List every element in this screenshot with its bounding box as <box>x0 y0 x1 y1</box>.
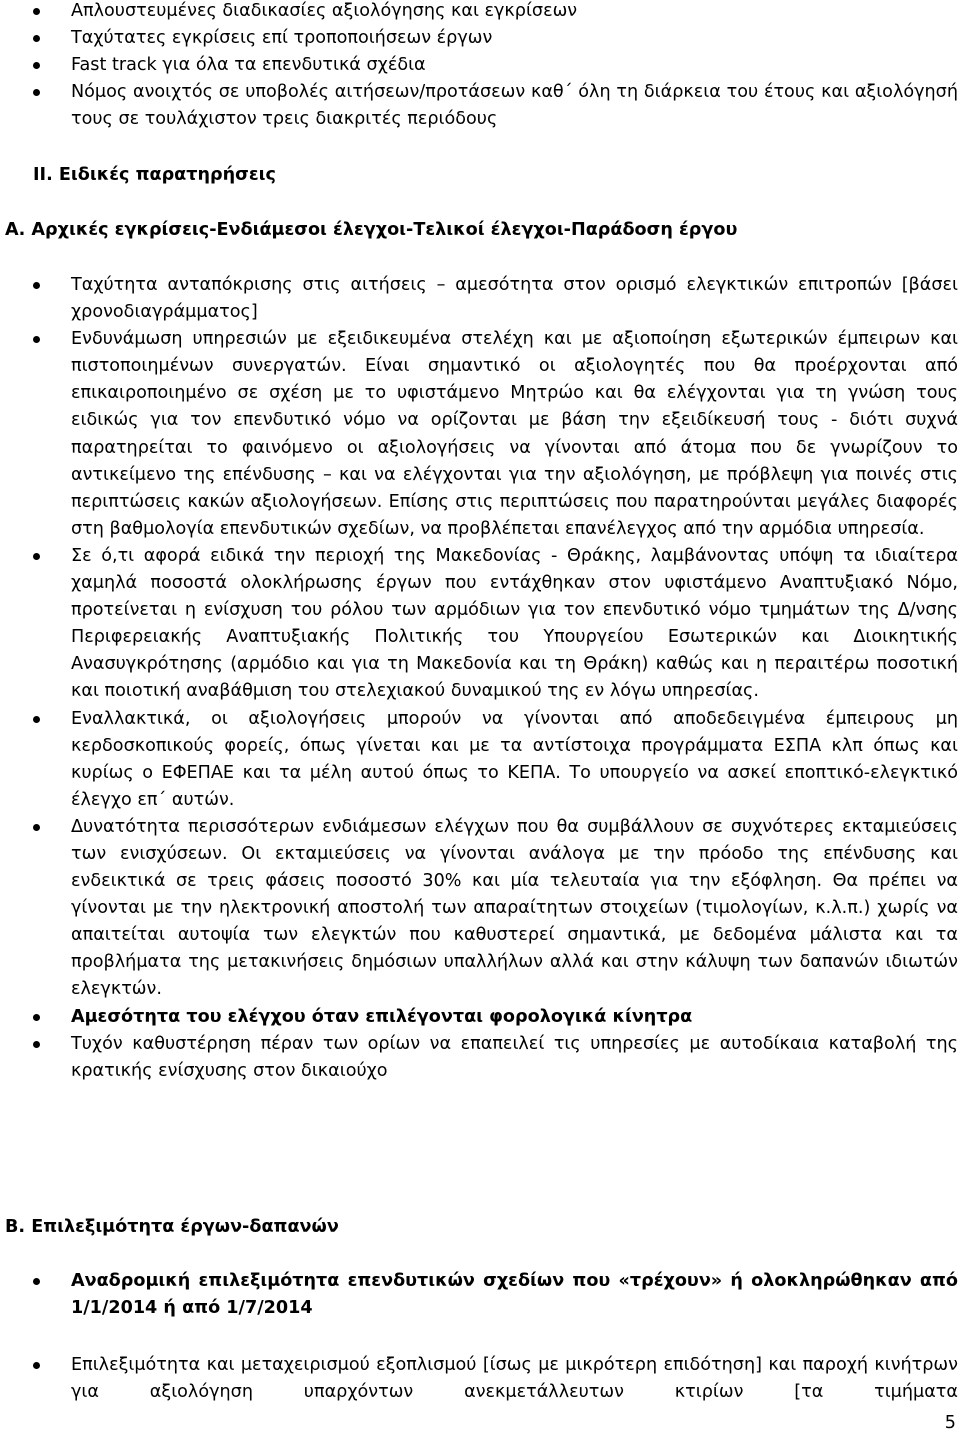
section-a-bullet-list <box>0 272 958 1085</box>
list-item-text: Αναδρομική επιλεξιμότητα επενδυτικών σχεδίων που «τρέχουν» ή ολοκληρώθηκαν από 1/1/2014 ή από 1/7/2014 <box>71 1271 958 1319</box>
list-item <box>0 814 958 1004</box>
list-item <box>0 1031 958 1085</box>
list-item <box>0 79 960 133</box>
list-item-text: Απλουστευμένες διαδικασίες αξιολόγησης και εγκρίσεων <box>71 1 578 21</box>
list-item <box>0 272 958 326</box>
list-item <box>0 1352 958 1406</box>
list-item <box>0 706 958 814</box>
list-item <box>0 326 958 543</box>
list-item <box>0 0 960 25</box>
intro-bullet-list <box>0 0 960 133</box>
list-item-text: Σε ό,τι αφορά ειδικά την περιοχή της Μακεδονίας - Θράκης, λαμβάνοντας υπόψη τα ιδιαίτερα χαμηλά ποσοστά ολοκλήρωσης έργων που εντάχθηκαν στον υφιστάμενο Αναπτυξιακό Νόμο, προτείνεται η ενίσχυση του ρόλου των αρμόδιων για τον επενδυτικό νόμο τμημάτων της Δ/νσης Περιφερειακής Αναπτυξιακής Πολιτικής του Υπουργείου Εσωτερικών και Διοικητικής Ανασυγκρότησης (αρμόδιο και για τη Μακεδονία και τη Θράκη) καθώς και η περαιτέρω ποσοτική και ποιοτική αναβάθμιση του στελεχιακού δυναμικού της εν λόγω υπηρεσίας. <box>71 545 958 702</box>
section-b-bullet-list-2 <box>0 1352 958 1406</box>
list-item <box>0 1004 958 1031</box>
section-b-heading: Β. Επιλεξιμότητα έργων-δαπανών <box>5 1217 339 1237</box>
list-item <box>0 52 960 79</box>
list-item-text: Fast track για όλα τα επενδυτικά σχέδια <box>71 55 426 75</box>
list-item <box>0 1268 958 1322</box>
list-item-text: Εναλλακτικά, οι αξιολογήσεις μπορούν να γίνονται από αποδεδειγμένα έμπειρους μη κερδοσκοπικούς φορείς, όπως γίνεται και με τα αντίστοιχα προγράμματα ΕΣΠΑ κλπ όπως και κυρίως ο ΕΦΕΠΑΕ και τα μέλη αυτού όπως το ΚΕΠΑ. Το υπουργείο να ασκεί εποπτικό-ελεγκτικό έλεγχο επ΄ αυτών. <box>71 708 958 810</box>
list-item-text: Αμεσότητα του ελέγχου όταν επιλέγονται φορολογικά κίνητρα <box>71 1006 693 1027</box>
section-ii-heading: II. Ειδικές παρατηρήσεις <box>33 165 276 185</box>
list-item <box>0 25 960 52</box>
list-item <box>0 543 958 706</box>
list-item-text: Δυνατότητα περισσότερων ενδιάμεσων ελέγχων που θα συμβάλλουν σε συχνότερες εκταμιεύσεις των ενισχύσεων. Οι εκταμιεύσεις να γίνονται ανάλογα με την πρόοδο της επένδυσης και ενδεικτικά σε τρεις φάσεις ποσοστό 30% και μία τελευταία για την εξόφληση. Θα πρέπει να γίνονται με την ηλεκτρονική αποστολή των απαραίτητων στοιχείων (τιμολογίων, κ.λ.π.) χωρίς να απαιτείται αυτοψία των ελεγκτών που καθυστερεί σημαντικά, με δεδομένα μάλιστα και τα προβλήματα της μετακινήσεις δημόσιων υπαλλήλων αλλά και στην κάλυψη των δαπανών ιδιωτών ελεγκτών. <box>71 816 958 1000</box>
list-item-text: Τυχόν καθυστέρηση πέραν των ορίων να επαπειλεί τις υπηρεσίες με αυτοδίκαια καταβολή της κρατικής ενίσχυσης στον δικαιούχο <box>71 1033 958 1081</box>
list-item-text: Ενδυνάμωση υπηρεσιών με εξειδικευμένα στελέχη και με αξιοποίηση εξωτερικών έμπειρων και πιστοποιημένων συνεργατών. Είναι σημαντικό οι αξιολογητές που θα προέρχονται από επικαιροποιημένο σε σχέση με το υφιστάμενο Μητρώο και θα ελέγχονται για τη γνώση τους ειδικώς για τον επενδυτικό νόμο να ορίζονται με βάση την εξειδίκευσή τους - διότι συχνά παρατηρείται το φαινόμενο οι αξιολογήσεις να γίνονται από άτομα που δε γνωρίζουν το αντικείμενο της επένδυσης – και να ελέγχονται για την αξιολόγηση, με πρόβλεψη για ποινές στις περιπτώσεις κακών αξιολογήσεων. Επίσης στις περιπτώσεις που παρατηρούνται μεγάλες διαφορές στη βαθμολογία επενδυτικών σχεδίων, να προβλέπεται επανέλεγχος από την αρμόδια υπηρεσία. <box>71 329 958 539</box>
section-a-heading: Α. Αρχικές εγκρίσεις-Ενδιάμεσοι έλεγχοι-Τελικοί έλεγχοι-Παράδοση έργου <box>5 220 738 240</box>
list-item-text: Ταχύτατες εγκρίσεις επί τροποποιήσεων έργων <box>71 28 493 48</box>
list-item-text: Επιλεξιμότητα και μεταχειρισμού εξοπλισμού [ίσως με μικρότερη επιδότηση] και παροχή κινήτρων για αξιολόγηση υπαρχόντων ανεκμετάλλευτων κτιρίων [τα τιμήματα <box>71 1355 958 1403</box>
list-item-text: Νόμος ανοιχτός σε υποβολές αιτήσεων/προτάσεων καθ΄ όλη τη διάρκεια του έτους και αξιολόγησή τους σε τουλάχιστον τρεις διακριτές περιόδους <box>71 82 958 129</box>
list-item-text: Ταχύτητα ανταπόκρισης στις αιτήσεις – αμεσότητα στον ορισμό ελεγκτικών επιτροπών [βάσει χρονοδιαγράμματος] <box>71 275 958 323</box>
page-number: 5 <box>944 1413 956 1433</box>
section-b-bullet-list-1 <box>0 1268 958 1322</box>
